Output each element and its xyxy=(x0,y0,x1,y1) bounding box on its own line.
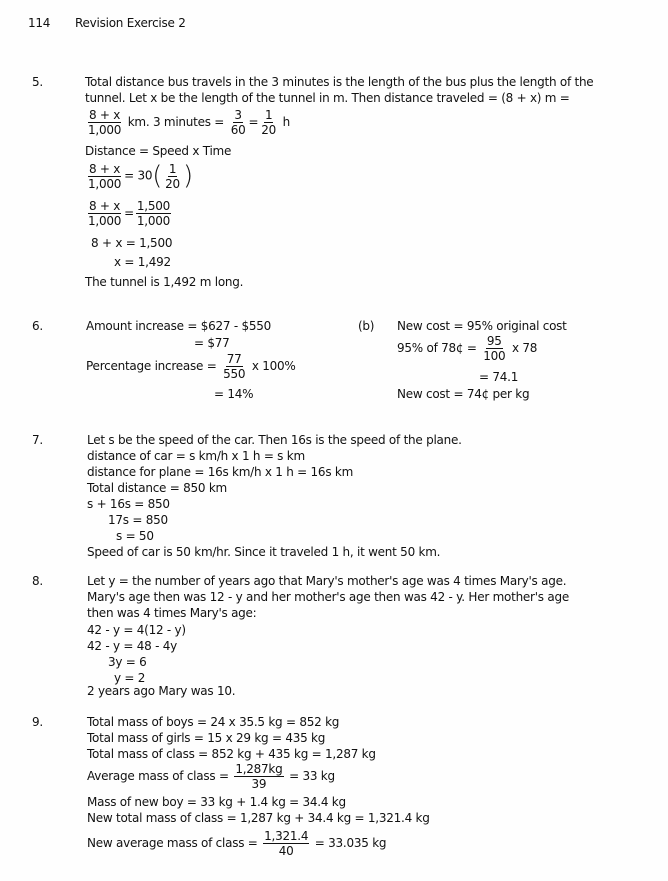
text-line: 42 - y = 48 - 4y xyxy=(87,639,177,653)
text-line: s = 50 xyxy=(116,529,154,543)
fraction xyxy=(234,762,283,791)
fraction xyxy=(260,108,277,137)
text-line: tunnel. Let x be the length of the tunnel in m. Then distance traveled = (8 + x) m = xyxy=(85,91,570,105)
denominator: 20 xyxy=(165,176,180,191)
equation-line xyxy=(86,352,296,381)
text-line: then was 4 times Mary's age: xyxy=(87,606,257,620)
denominator: 1,000 xyxy=(88,176,122,191)
numerator: 3 xyxy=(234,108,242,122)
text-line: = $77 xyxy=(194,336,230,350)
text-line: Total mass of class = 852 kg + 435 kg = 1,287 kg xyxy=(87,747,376,761)
denominator: 40 xyxy=(278,844,294,858)
numerator: 95 xyxy=(486,334,502,348)
fraction xyxy=(87,108,122,137)
fraction xyxy=(263,829,309,858)
denominator: 20 xyxy=(261,123,277,137)
text-line: The tunnel is 1,492 m long. xyxy=(85,275,244,289)
fraction xyxy=(482,334,506,363)
text-line: 3y = 6 xyxy=(108,655,147,669)
equation-line xyxy=(85,199,173,228)
question-number: 8. xyxy=(32,574,43,588)
text: h xyxy=(282,115,290,129)
text-line: New cost = 95% original cost xyxy=(397,319,567,333)
paren: ) xyxy=(182,161,193,191)
fraction xyxy=(230,108,247,137)
text-line: Let s be the speed of the car. Then 16s is the speed of the plane. xyxy=(87,433,462,447)
numerator: 1 xyxy=(264,108,273,122)
text: x 100% xyxy=(251,359,296,373)
text: = 30 xyxy=(124,168,153,183)
text-line: Total mass of boys = 24 x 35.5 kg = 852 kg xyxy=(87,715,340,729)
text-line: 2 years ago Mary was 10. xyxy=(87,684,236,698)
denominator: 1,000 xyxy=(88,123,122,137)
question-number: 6. xyxy=(32,319,43,333)
paren: ( xyxy=(152,161,163,191)
text-line: 42 - y = 4(12 - y) xyxy=(87,623,186,637)
question-number: 9. xyxy=(32,715,43,729)
numerator: 8 + x xyxy=(88,108,121,122)
text: = xyxy=(248,115,259,129)
text-line: Distance = Speed x Time xyxy=(85,144,232,158)
equation-line xyxy=(397,334,537,363)
text: Percentage increase = xyxy=(86,359,217,373)
question-number: 7. xyxy=(32,433,43,447)
numerator: 1,321.4 xyxy=(264,829,309,843)
equation-line xyxy=(85,161,193,191)
text-line: Amount increase = $627 - $550 xyxy=(86,319,272,333)
text-line: = 14% xyxy=(214,387,254,401)
denominator: 60 xyxy=(230,123,246,137)
numerator: 8 + x xyxy=(88,161,121,176)
text: Average mass of class = xyxy=(87,769,229,783)
text-line: Let y = the number of years ago that Mary's mother's age was 4 times Mary's age. xyxy=(87,574,567,588)
text-line: Total distance bus travels in the 3 minutes is the length of the bus plus the length of the xyxy=(85,75,594,89)
denominator: 39 xyxy=(251,777,267,791)
text-line: y = 2 xyxy=(114,671,146,685)
text: = 33.035 kg xyxy=(314,836,387,850)
text: = 33 kg xyxy=(289,769,335,783)
text: km. 3 minutes = xyxy=(127,115,225,129)
fraction xyxy=(164,162,181,191)
text-line: Speed of car is 50 km/hr. Since it traveled 1 h, it went 50 km. xyxy=(87,545,441,559)
text: x 78 xyxy=(511,341,538,355)
numerator: 77 xyxy=(226,352,242,366)
numerator: 1,287kg xyxy=(235,762,283,776)
text: 95% of 78¢ = xyxy=(397,341,477,355)
text-line: New total mass of class = 1,287 kg + 34.4 kg = 1,321.4 kg xyxy=(87,811,430,825)
text-line: 17s = 850 xyxy=(108,513,168,527)
page-number: 114 xyxy=(28,16,51,30)
fraction xyxy=(136,199,171,228)
numerator: 1 xyxy=(168,161,177,176)
denominator: 1,000 xyxy=(136,214,171,228)
text-line: s + 16s = 850 xyxy=(87,497,170,511)
text-line: Total distance = 850 km xyxy=(87,481,227,495)
text-line: 8 + x = 1,500 xyxy=(91,236,173,250)
denominator: 1,000 xyxy=(88,214,122,228)
fraction xyxy=(87,199,122,228)
equation-line xyxy=(87,829,386,858)
equation-line xyxy=(85,108,290,137)
fraction xyxy=(87,162,122,191)
part-label: (b) xyxy=(358,319,375,333)
text-line: = 74.1 xyxy=(479,370,519,384)
text-line: distance for plane = 16s km/h x 1 h = 16s km xyxy=(87,465,354,479)
text-line: x = 1,492 xyxy=(114,255,171,269)
text-line: Mass of new boy = 33 kg + 1.4 kg = 34.4 kg xyxy=(87,795,346,809)
text: New average mass of class = xyxy=(87,836,258,850)
text-line: Mary's age then was 12 - y and her mother's age then was 42 - y. Her mother's age xyxy=(87,590,569,604)
question-number: 5. xyxy=(32,75,43,89)
text: = xyxy=(124,206,134,220)
equation-line xyxy=(87,762,335,791)
denominator: 100 xyxy=(483,349,506,363)
numerator: 8 + x xyxy=(88,199,121,213)
page-title: Revision Exercise 2 xyxy=(75,16,186,30)
text-line: Total mass of girls = 15 x 29 kg = 435 kg xyxy=(87,731,326,745)
text-line: New cost = 74¢ per kg xyxy=(397,387,530,401)
denominator: 550 xyxy=(223,367,246,381)
fraction xyxy=(222,352,246,381)
text-line: distance of car = s km/h x 1 h = s km xyxy=(87,449,305,463)
numerator: 1,500 xyxy=(136,199,171,213)
